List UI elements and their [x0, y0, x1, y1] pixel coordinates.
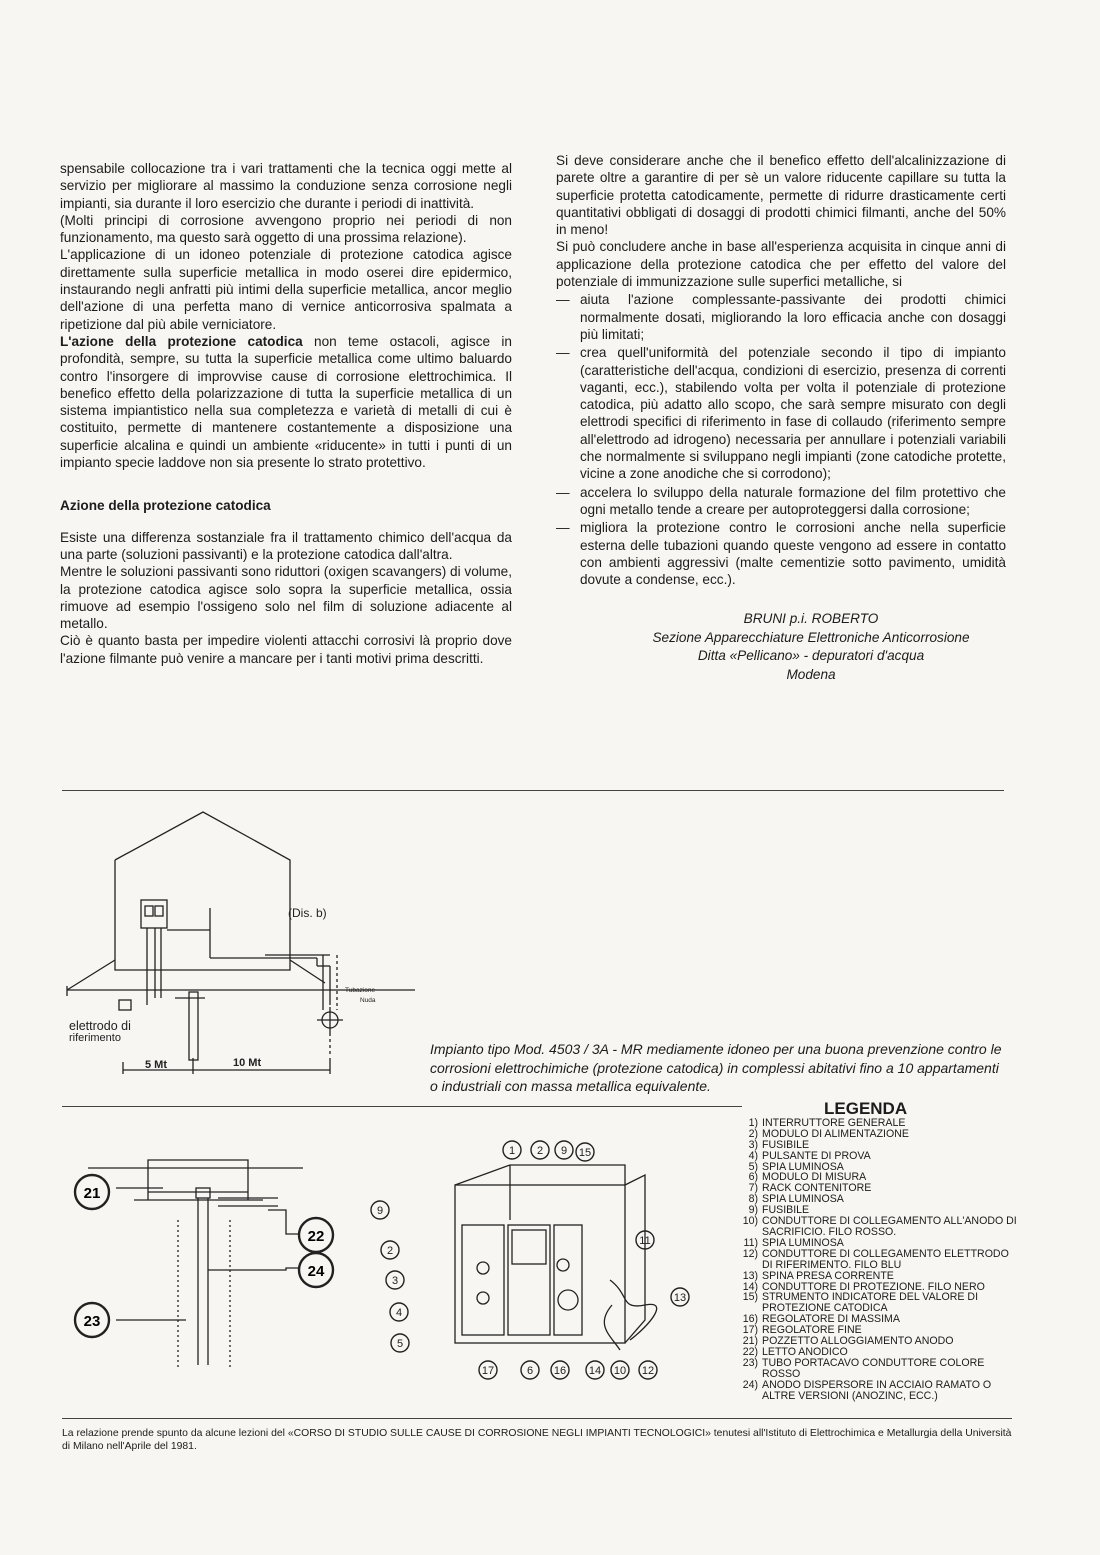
paragraph: Ciò è quanto basta per impedire violenti attacchi corrosivi là proprio dove l'azione filmante può venire a mancare per i tanti motivi prima descritti. [60, 633, 512, 666]
dash-mark: — [556, 292, 570, 308]
left-column [60, 160, 512, 667]
legend-item [732, 1271, 1017, 1282]
legend-item-number: 5) [748, 1160, 758, 1173]
legend-item-label: CONDUTTORE DI COLLEGAMENTO ELETTRODO DI RIFERIMENTO. FILO BLU [762, 1247, 1009, 1271]
legend-item-label: SPIA LUMINOSA [762, 1193, 844, 1206]
paragraph-rest: non teme ostacoli, agisce in profondità, sempre, su tutta la superficie metallica come ultimo baluardo contro l'insorgere di improvvise cause di corrosione elettrochimica. Il benefico effetto della polarizzazione di tutta la superficie metallica di un sistema impiantistico nella sua completezza e varietà di metalli di cui è costituito, permette di mantenere costantemente a disposizione una superficie alcalina e quindi un ambiente «riducente» in tutti i punti di un impianto specie laddove non sia presente lo strato protettivo. [60, 333, 512, 471]
callout-label: 10 [613, 1365, 627, 1377]
dash-mark: — [556, 345, 570, 361]
legend-item [732, 1151, 1017, 1162]
section-heading: Azione della protezione catodica [60, 498, 271, 514]
legend-item [732, 1380, 1017, 1402]
pipe-label: Nuda [360, 997, 376, 1004]
divider [62, 790, 1004, 791]
legend-item-number: 12) [742, 1247, 758, 1260]
meter-gauge [512, 1230, 546, 1264]
legend-item-number: 13) [742, 1269, 758, 1282]
author-name: BRUNI p.i. ROBERTO [743, 611, 879, 627]
legend-item-label: ANODO DISPERSORE IN ACCIAIO RAMATO O ALTRE VERSIONI (ANOZINC, ECC.) [762, 1378, 992, 1402]
legend-item-label: LETTO ANODICO [762, 1345, 848, 1358]
callout-label: 9 [560, 1145, 568, 1157]
drawing-label: (Dis. b) [288, 906, 327, 920]
device-diagram [376, 1130, 710, 1390]
paragraph: Esiste una differenza sostanziale fra il trattamento chimico dell'acqua da una parte (soluzioni passivanti) e la protezione catodica dall'altra. [60, 529, 512, 562]
list-item [556, 344, 1006, 482]
callout-label: 16 [553, 1365, 567, 1377]
author-signature [616, 610, 1006, 684]
legend-item-number: 7) [748, 1182, 758, 1195]
legend-item-label: CONDUTTORE DI PROTEZIONE. FILO NERO [762, 1280, 985, 1293]
legend-item [732, 1216, 1017, 1238]
paragraph: L'applicazione di un idoneo potenziale di protezione catodica agisce direttamente sulla superficie metallica in modo oserei dire epidermico, instaurando negli anfratti più intimi della superficie metallica, ancor meglio dell'azione di una perfetta mano di vernice anticorrosiva spalmata a ripetizione dal più abile verniciatore. [60, 247, 512, 332]
legend-item-label: MODULO DI ALIMENTAZIONE [762, 1127, 909, 1140]
anode-pit-diagram [68, 1140, 368, 1380]
divider [62, 1418, 1012, 1419]
callout-label: 12 [641, 1365, 655, 1377]
legend-item-number: 3) [748, 1138, 758, 1151]
legend-item [732, 1249, 1017, 1271]
legend-item-number: 11) [743, 1236, 758, 1249]
electrode-label: riferimento [69, 1032, 121, 1044]
installation-diagram [55, 800, 415, 1090]
paragraph: Si deve considerare anche che il benefico effetto dell'alcalinizzazione di parete oltre a garantire di per sè un valore riducente capillare su tutta la superficie protetta catodicamente, permette di ridurre drasticamente certi quantitativi obbligati di dosaggi di prodotti chimici filmanti, anche del 50% in meno! [556, 153, 1006, 238]
legend-item-number: 9) [748, 1204, 758, 1217]
legend-item-label: MODULO DI MISURA [762, 1171, 867, 1184]
bold-lead: L'azione della protezione catodica [60, 333, 303, 349]
list-item-text: aiuta l'azione complessante-passivante dei prodotti chimici normalmente dosati, migliorando la loro efficacia anche con dosaggi più limitati; [580, 292, 1006, 342]
callout-label: 2 [386, 1245, 394, 1257]
callout-label: 4 [395, 1307, 403, 1319]
dimension-label: 10 Mt [233, 1057, 262, 1069]
legend-item-number: 14) [742, 1280, 758, 1293]
legend-item-number: 22) [742, 1345, 758, 1358]
legend-item-label: SPIA LUMINOSA [762, 1160, 844, 1173]
callout-label: 23 [83, 1313, 101, 1330]
paragraph: (Molti principi di corrosione avvengono proprio nei periodi di non funzionamento, ma questo sarà oggetto di una prossima relazione). [60, 212, 512, 246]
legend-item-number: 6) [748, 1171, 758, 1184]
dimension-label: 5 Mt [145, 1059, 167, 1071]
house-outline [115, 812, 290, 970]
legend-item-number: 24) [742, 1378, 758, 1391]
dash-mark: — [556, 520, 570, 536]
right-column [556, 152, 1006, 684]
legend-item-label: STRUMENTO INDICATORE DEL VALORE DI PROTEZIONE CATODICA [762, 1291, 979, 1315]
author-city: Modena [786, 666, 836, 682]
figure-caption: Impianto tipo Mod. 4503 / 3A - MR mediamente idoneo per una buona prevenzione contro le corrosioni elettrochimiche (protezione catodica) in complessi abitativi fino a 10 appartamenti o industriali con massa metallica equivalente. [430, 1041, 1002, 1094]
legend-item-number: 21) [742, 1335, 758, 1348]
callout-label: 5 [396, 1338, 404, 1350]
author-department: Sezione Apparecchiature Elettroniche Anticorrosione [652, 629, 970, 645]
legend-item-label: SPINA PRESA CORRENTE [762, 1269, 894, 1282]
callout-label: 21 [83, 1185, 101, 1202]
legend-item-label: FUSIBILE [762, 1204, 810, 1217]
legend-item-label: RACK CONTENITORE [762, 1182, 872, 1195]
paragraph: Mentre le soluzioni passivanti sono riduttori (oxigen scavangers) di volume, la protezione catodica agisce solo sopra la superficie metallica, ossia rimuove ad esempio l'ossigeno solo nel film di soluzione adiacente al metallo. [60, 564, 512, 632]
list-item-text: migliora la protezione contro le corrosioni anche nella superficie esterna delle tubazioni quando queste vengono ad essere in contatto con ambienti aggressivi (malte cementizie sotto pavimento, umidità dovute a condense, ecc.). [580, 520, 1006, 588]
legend-item-number: 2) [748, 1127, 758, 1140]
legend-item-number: 8) [748, 1193, 758, 1206]
legend-item-label: INTERRUTTORE GENERALE [762, 1116, 906, 1129]
legend-item-number: 15) [742, 1291, 758, 1304]
callout-label: 14 [588, 1365, 602, 1377]
legend-item-number: 17) [742, 1324, 758, 1337]
paragraph: Si può concludere anche in base all'esperienza acquisita in cinque anni di applicazione della protezione catodica che per effetto del valore del potenziale di immunizzazione sulle superfici metalliche, si [556, 239, 1006, 290]
legend-item-number: 4) [748, 1149, 758, 1162]
callout-label: 17 [481, 1365, 495, 1377]
list-item-text: accelera lo sviluppo della naturale formazione del film protettivo che ogni metallo tende a creare per autoproteggersi dalla corrosione; [580, 484, 1006, 517]
legend-item-label: TUBO PORTACAVO CONDUTTORE COLORE ROSSO [762, 1356, 985, 1380]
legend-item-number: 10) [742, 1215, 758, 1228]
paragraph: spensabile collocazione tra i vari trattamenti che la tecnica oggi mette al servizio per migliorare al massimo la conduzione senza corrosione negli impianti, sia durante il loro esercizio che durante i periodi di inattività. [60, 161, 512, 211]
reference-electrode [119, 1000, 131, 1010]
callout-label: 11 [639, 1235, 651, 1247]
legend-item-number: 23) [742, 1356, 758, 1369]
legend-item-label: POZZETTO ALLOGGIAMENTO ANODO [762, 1335, 954, 1348]
callout-label: 9 [376, 1205, 384, 1217]
legend-item-label: REGOLATORE FINE [762, 1324, 862, 1337]
legend-item-label: CONDUTTORE DI COLLEGAMENTO ALL'ANODO DI SACRIFICIO. FILO ROSSO. [762, 1215, 1017, 1238]
divider [62, 1106, 742, 1107]
legend-item-label: FUSIBILE [762, 1138, 810, 1151]
author-company: Ditta «Pellicano» - depuratori d'acqua [697, 648, 925, 664]
legend-item-label: SPIA LUMINOSA [762, 1236, 844, 1249]
callout-label: 15 [578, 1147, 592, 1159]
callout-label: 2 [536, 1145, 544, 1157]
electrode-label: elettrodo di [69, 1019, 131, 1033]
list-item [556, 519, 1006, 588]
list-item [556, 291, 1006, 343]
legend-item-label: PULSANTE DI PROVA [762, 1149, 871, 1162]
callout-label: 1 [508, 1145, 516, 1157]
legend-item [732, 1292, 1017, 1314]
list-item [556, 484, 1006, 519]
dash-mark: — [556, 484, 570, 500]
footnote: La relazione prende spunto da alcune lezioni del «CORSO DI STUDIO SULLE CAUSE DI CORROSIONE NEGLI IMPIANTI TECNOLOGICI» tenutesi all'Istituto di Elettrochimica e Metallurgia della Università di Milano nell'Aprile del 1981. [62, 1428, 1012, 1452]
callout-label: 22 [307, 1228, 325, 1245]
legend-item-label: REGOLATORE DI MASSIMA [762, 1313, 900, 1326]
legend-item-number: 1) [748, 1116, 758, 1129]
callout-label: 6 [526, 1365, 534, 1377]
callout-label: 24 [307, 1263, 325, 1280]
legend-title: LEGENDA [824, 1099, 908, 1118]
callout-label: 3 [391, 1275, 399, 1287]
paragraph [60, 333, 512, 471]
legend-item [732, 1358, 1017, 1380]
legend-item [732, 1140, 1017, 1151]
list-item-text: crea quell'uniformità del potenziale secondo il tipo di impianto (caratteristiche dell'acqua, condizioni di esercizio, presenza di correnti vaganti, ecc.), stabilendo volta per volta il potenziale di protezione catodica, più adatto allo scopo, che sarà sempre misurato con degli elettrodi specifici di riferimento in fase di collaudo (riferimento sempre all'elettrodo ad idrogeno) necessaria per annullare i potenziali variabili che normalmente si sviluppano negli impianti (zone catodiche protette, vicine a zone anodiche che si corrodono); [580, 345, 1006, 482]
legend-item-number: 16) [742, 1313, 758, 1326]
legend-list [732, 1118, 1017, 1402]
pipe-label: Tubazione [345, 987, 376, 994]
callout-label: 13 [673, 1292, 687, 1304]
anode [189, 992, 198, 1060]
legend [732, 1099, 1017, 1402]
